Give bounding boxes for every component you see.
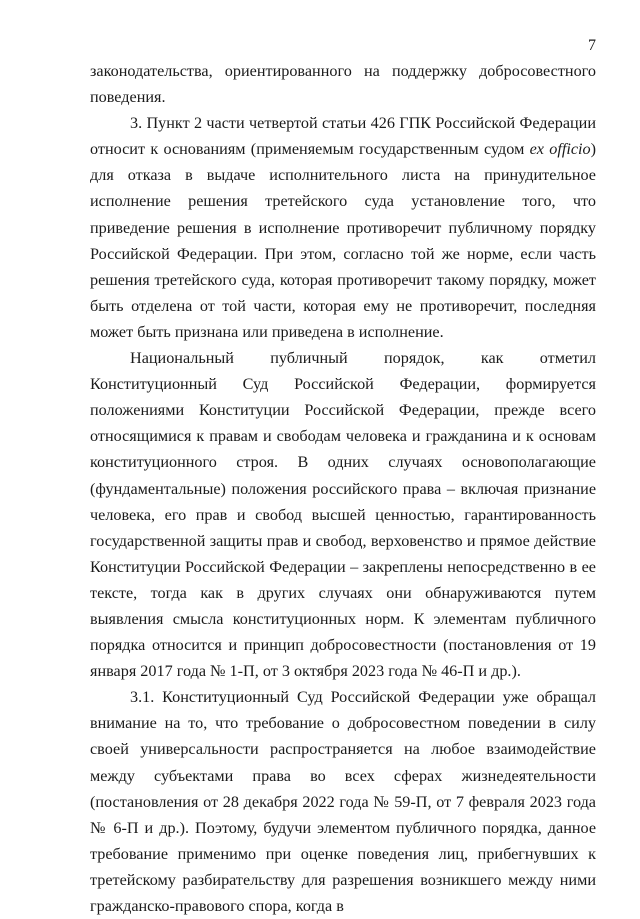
latin-term-ex-officio: ex officio <box>529 140 591 159</box>
document-body <box>90 58 596 919</box>
paragraph-public-order: Национальный публичный порядок, как отметил Конституционный Суд Российской Федерации, формируется положениями Конституции Российской Федерации, прежде всего относящимися к правам и свободам человека и гражданина и к основам конституционного строя. В одних случаях основополагающие (фундаментальные) положения российского права – включая признание человека, его прав и свобод высшей ценностью, гарантированность государственной защиты прав и свобод, верховенство и прямое действие Конституции Российской Федерации – закреплены непосредственно в ее тексте, тогда как в других случаях они обнаруживаются путем выявления смысла конституционных норм. К элементам публичного порядка относится и принцип добросовестности (постановления от 19 января 2017 года № 1-П, от 3 октября 2023 года № 46-П и др.). <box>90 349 596 681</box>
page-number: 7 <box>588 37 596 54</box>
paragraph-point-3-1: 3.1. Конституционный Суд Российской Федерации уже обращал внимание на то, что требование о добросовестном поведении в силу своей универсальности распространяется на любое взаимодействие между субъектами права во всех сферах жизнедеятельности (постановления от 28 декабря 2022 года № 59-П, от 7 февраля 2023 года № 6-П и др.). Поэтому, будучи элементом публичного порядка, данное требование применимо при оценке поведения лиц, прибегнувших к третейскому разбирательству для разрешения возникшего между ними гражданско-правового спора, когда в <box>90 688 596 915</box>
paragraph-continuation: законодательства, ориентированного на поддержку добросовестного поведения. <box>90 62 596 107</box>
paragraph-point-3-text-after: ) для отказа в выдаче исполнительного листа на принудительное исполнение решения третейского суда установление того, что приведение решения в исполнение противоречит публичному порядку Российской Федерации. При этом, согласно той же норме, если часть решения третейского суда, которая противоречит такому порядку, может быть отделена от той части, которая ему не противоречит, последняя может быть признана или приведена в исполнение. <box>90 140 596 341</box>
paragraph-point-3 <box>90 110 596 345</box>
paragraph-point-3-text-before: 3. Пункт 2 части четвертой статьи 426 ГПК Российской Федерации относит к основаниям (применяемым государственным судом <box>90 114 596 159</box>
